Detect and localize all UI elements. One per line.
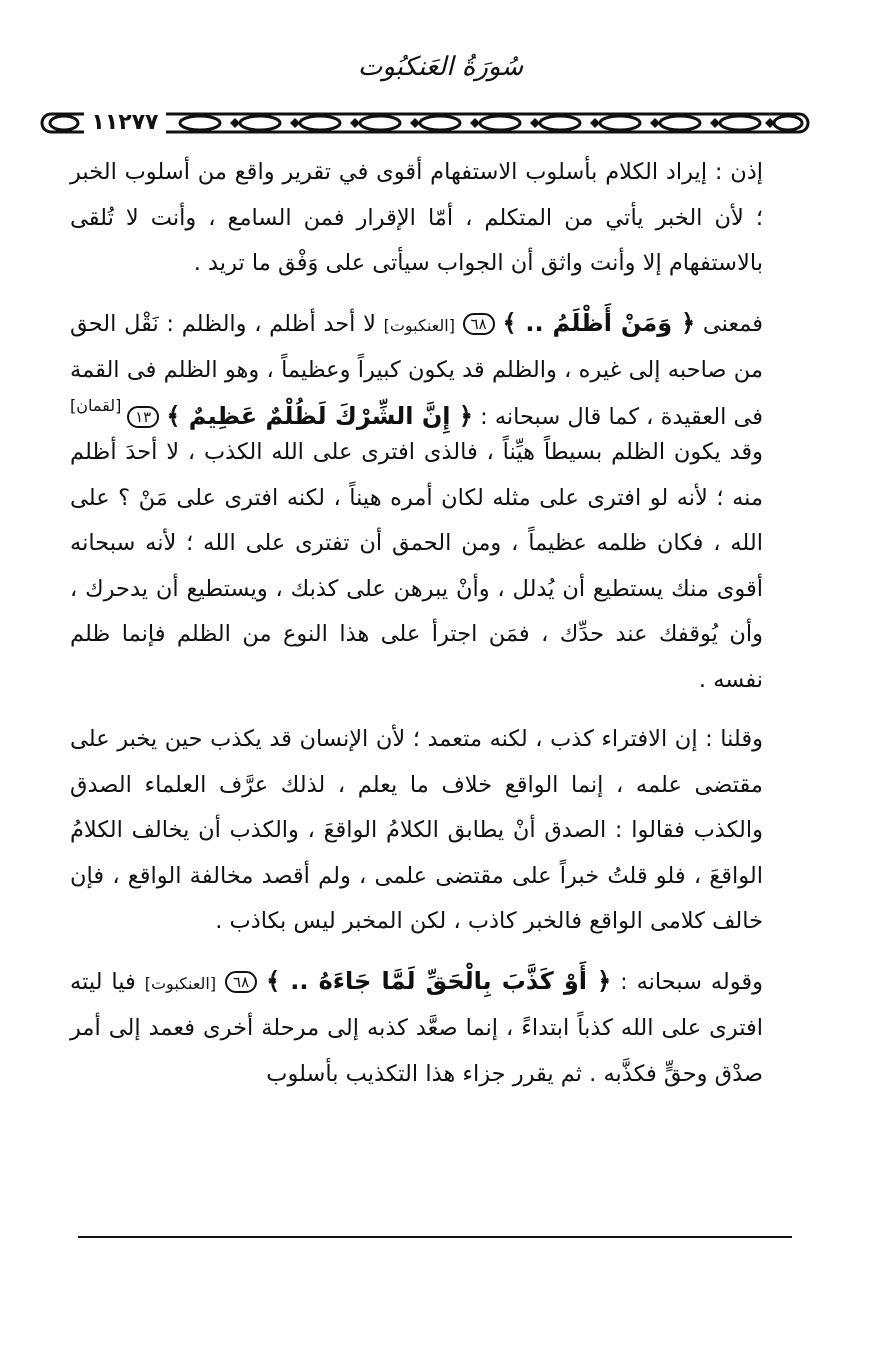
quran-verse: ﴿ وَمَنْ أَظْلَمُ .. ﴾	[502, 308, 696, 337]
page-number: ١١٢٧٧	[84, 110, 166, 136]
surah-reference: [لقمان]	[70, 396, 122, 415]
paragraph-text: وقد يكون الظلم بسيطاً هيِّناً ، فالذى افترى على الله الكذب ، لا أحدَ أظلم منه ؛ لأنه لو افترى على مثله لكان أمره هيناً ، لكنه افترى على مَنْ ؟ على الله ، فكان ظلمه عظيماً ، ومن الحمق أن تفترى على الله ؛ لأنه سبحانه أقوى منك يستطيع أن يُدلل ، وأنْ يبرهن على كذبك ، ويستطيع أن يدحرك ، وأن يُوقفك عند حدِّك ، فمَن اجترأ على هذا النوع من الظلم فإنما ظلم نفسه .	[70, 439, 763, 693]
verse-number: ٦٨	[225, 971, 257, 993]
paragraph-text: فمعنى	[702, 310, 764, 337]
page-body	[70, 150, 785, 1097]
paragraph-3	[70, 430, 785, 703]
paragraph-text: إذن : إيراد الكلام بأسلوب الاستفهام أقوى في تقرير واقع من أسلوب الخبر ؛ لأن الخبر يأتي من المتكلم ، أمّا الإقرار فمن السامع ، وأنت لا تُلقى بالاستفهام إلا وأنت واثق أن الجواب سيأتى على وَفْق ما تريد .	[70, 159, 763, 276]
verse-number: ٦٨	[463, 313, 495, 335]
paragraph-text: لا أحد أظلم ، والظلم : نَقْل الحق من صاحبه إلى غيره ، والظلم قد يكون كبيراً وعظيماً ، وهو الظلم فى القمة فى العقيدة ، كما قال سبحانه :	[70, 310, 763, 430]
paragraph-text: وقلنا : إن الافتراء كذب ، لكنه متعمد ؛ لأن الإنسان قد يكذب حين يخبر على مقتضى علمه ، إنما الواقع خلاف ما يعلم ، لذلك عرَّف العلماء الصدق والكذب فقالوا : الصدق أنْ يطابق الكلامُ الواقعَ ، والكذب أن يخالف الكلامُ الواقعَ ، فلو قلتُ خبراً على مقتضى علمى ، ولم أقصد مخالفة الواقع ، فإن خالف كلامى الواقع فالخبر كاذب ، لكن المخبر ليس بكاذب .	[70, 726, 763, 934]
footer-rule	[78, 1236, 792, 1238]
verse-number: ١٣	[127, 406, 159, 428]
paragraph-5	[70, 959, 785, 1098]
paragraph-text: وقوله سبحانه :	[620, 968, 763, 995]
surah-title: سُورَةُ العَنكبُوت	[357, 52, 524, 82]
quran-verse: ﴿ إِنَّ الشِّرْكَ لَظُلْمٌ عَظِيمٌ ﴾	[166, 401, 473, 430]
paragraph-1	[70, 150, 785, 287]
paragraph-4	[70, 717, 785, 945]
surah-reference: [العنكبوت]	[383, 315, 455, 335]
paragraph-2	[70, 301, 785, 430]
paragraph-text: فيا ليته افترى على الله كذباً ابتداءً ، إنما صعَّد كذبه إلى مرحلة أخرى فعمد إلى أمر صدْق وحقٍّ فكذَّبه . ثم يقرر جزاء هذا التكذيب بأسلوب	[70, 968, 763, 1087]
quran-verse: ﴿ أَوْ كَذَّبَ بِالْحَقِّ لَمَّا جَاءَهُ .. ﴾	[266, 966, 612, 995]
surah-reference: [العنكبوت]	[144, 973, 217, 993]
